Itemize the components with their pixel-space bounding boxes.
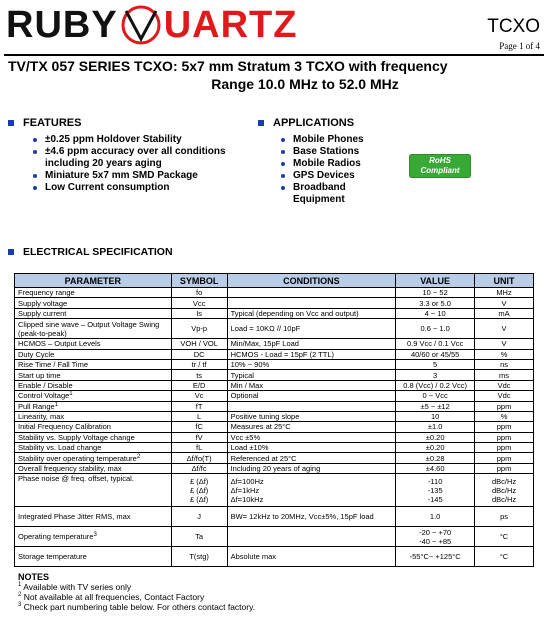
cell-conditions: HCMOS - Load = 15pF (2 TTL) xyxy=(227,349,396,359)
column-header: CONDITIONS xyxy=(227,274,396,288)
notes-section xyxy=(18,572,255,612)
cell-parameter xyxy=(15,443,172,453)
cell-value: 10 xyxy=(396,411,475,421)
column-header: VALUE xyxy=(396,274,475,288)
applications-heading-label: APPLICATIONS xyxy=(273,117,355,129)
cell-symbol: Ta xyxy=(171,527,227,547)
cell-value: 0 ~ Vcc xyxy=(396,391,475,401)
phase-noise-line: £ (Δf) xyxy=(189,476,209,486)
parameter-text: Overall frequency stability, max xyxy=(18,464,122,474)
cell-value: ±1.0 xyxy=(396,422,475,432)
cell-symbol: L xyxy=(171,411,227,421)
cell-conditions: Optional xyxy=(227,391,396,401)
value-line: -40 ~ +85 xyxy=(419,536,452,546)
cell-conditions xyxy=(227,288,396,298)
footnote-ref: 1 xyxy=(69,391,73,398)
parameter-text: Linearity, max xyxy=(18,412,65,422)
cell-unit: V xyxy=(475,319,534,339)
parameter-text: HCMOS – Output Levels xyxy=(18,339,101,349)
value-line: -20 ~ +70 xyxy=(419,527,452,537)
cell-symbol: tr / tf xyxy=(171,359,227,369)
cell-unit: % xyxy=(475,349,534,359)
cell-conditions: Load = 10KΩ // 10pF xyxy=(227,319,396,339)
table-row xyxy=(15,370,534,380)
parameter-text: Storage temperature xyxy=(18,552,87,562)
table-body xyxy=(15,288,534,567)
application-item: Mobile Radios xyxy=(279,158,389,170)
cell-conditions: Absolute max xyxy=(227,547,396,567)
column-header: UNIT xyxy=(475,274,534,288)
cell-value: ±4.60 xyxy=(396,463,475,473)
table-row xyxy=(15,443,534,453)
table-row xyxy=(15,319,534,339)
features-list xyxy=(31,134,251,194)
cell-unit: ppm xyxy=(475,443,534,453)
parameter-text: Enable / Disable xyxy=(18,380,73,390)
page-number: Page 1 of 4 xyxy=(499,41,540,51)
phase-noise-line: Δf=100Hz xyxy=(230,476,264,486)
cell-conditions: Referenced at 25°C xyxy=(227,453,396,463)
cell-conditions: Including 20 years of aging xyxy=(227,463,396,473)
cell-unit: ps xyxy=(475,507,534,527)
parameter-text: Pull Range xyxy=(18,401,55,411)
table-row xyxy=(15,288,534,298)
table-row xyxy=(15,463,534,473)
table-row xyxy=(15,298,534,308)
application-item: GPS Devices xyxy=(279,170,389,182)
cell-unit: ppm xyxy=(475,422,534,432)
cell-parameter xyxy=(15,288,172,298)
cell-unit: % xyxy=(475,411,534,421)
application-item: Broadband Equipment xyxy=(279,182,389,206)
cell-unit: V xyxy=(475,298,534,308)
feature-item: Low Current consumption xyxy=(31,182,251,194)
cell-conditions: 10% ~ 90% xyxy=(227,359,396,369)
cell-conditions xyxy=(227,401,396,411)
rohs-compliant-badge xyxy=(409,154,471,178)
cell-value: 3.3 or 5.0 xyxy=(396,298,475,308)
cell-parameter xyxy=(15,298,172,308)
parameter-text: Operating temperature xyxy=(18,532,94,542)
table-row xyxy=(15,349,534,359)
cell-unit: ppm xyxy=(475,463,534,473)
cell-conditions: Measures at 25°C xyxy=(227,422,396,432)
cell-symbol: fT xyxy=(171,401,227,411)
parameter-text: Stability vs. Load change xyxy=(18,443,102,453)
cell-parameter xyxy=(15,453,172,463)
note-text: Check part numbering table below. For others contact factory. xyxy=(23,602,256,612)
parameter-text: Rise Time / Fall Time xyxy=(18,360,89,370)
cell-conditions: Min/Max, 15pF Load xyxy=(227,339,396,349)
cell-parameter xyxy=(15,401,172,411)
cell-unit: ppm xyxy=(475,401,534,411)
note-item xyxy=(18,582,255,592)
electrical-spec-table xyxy=(14,273,534,567)
note-text: Not available at all frequencies, Contact Factory xyxy=(23,592,205,602)
feature-item: ±4.6 ppm accuracy over all conditions including 20 years aging xyxy=(31,146,251,170)
cell-parameter xyxy=(15,422,172,432)
parameter-text: Integrated Phase Jitter RMS, max xyxy=(18,512,131,522)
logo-text-left: RUBY xyxy=(6,4,118,46)
features-heading-label: FEATURES xyxy=(23,117,82,129)
parameter-text: Initial Frequency Calibration xyxy=(18,422,111,432)
phase-noise-line: -135 xyxy=(427,485,443,495)
table-row xyxy=(15,453,534,463)
cell-unit: ppm xyxy=(475,432,534,442)
cell-parameter xyxy=(15,308,172,318)
cell-value: 1.0 xyxy=(396,507,475,527)
logo-q-icon xyxy=(119,3,163,47)
table-row xyxy=(15,308,534,318)
parameter-text: Stability over operating temperature xyxy=(18,453,137,463)
table-row xyxy=(15,422,534,432)
phase-noise-line: £ (Δf) xyxy=(189,485,209,495)
cell-symbol: fV xyxy=(171,432,227,442)
phase-noise-line: -145 xyxy=(427,494,443,504)
cell-value: -55°C~ +125°C xyxy=(396,547,475,567)
logo-text-right: UARTZ xyxy=(163,4,298,46)
cell-unit: ppm xyxy=(475,453,534,463)
table-row xyxy=(15,432,534,442)
phase-noise-line: Δf=1kHz xyxy=(230,485,260,495)
note-number: 3 xyxy=(18,602,22,608)
table-row xyxy=(15,507,534,527)
parameter-text: Stability vs. Supply Voltage change xyxy=(18,432,135,442)
table-row xyxy=(15,527,534,547)
cell-value: ±0.20 xyxy=(396,432,475,442)
applications-heading xyxy=(258,117,354,129)
cell-symbol: fo xyxy=(171,288,227,298)
cell-value: 0.9 Vcc / 0.1 Vcc xyxy=(396,339,475,349)
cell-unit: V xyxy=(475,339,534,349)
parameter-text: Duty Cycle xyxy=(18,349,55,359)
cell-symbol: E/D xyxy=(171,380,227,390)
cell-conditions xyxy=(227,474,396,507)
cell-parameter: Phase noise @ freq. offset, typical. xyxy=(15,474,172,507)
feature-item: Miniature 5x7 mm SMD Package xyxy=(31,170,251,182)
cell-unit: °C xyxy=(475,527,534,547)
phase-noise-line: dBc/Hz xyxy=(491,485,517,495)
cell-parameter xyxy=(15,370,172,380)
table-header-row xyxy=(15,274,534,288)
cell-parameter xyxy=(15,547,172,567)
square-bullet-icon xyxy=(8,249,14,255)
feature-item: ±0.25 ppm Holdover Stability xyxy=(31,134,251,146)
cell-symbol: VOH / VOL xyxy=(171,339,227,349)
cell-unit: MHz xyxy=(475,288,534,298)
cell-symbol: DC xyxy=(171,349,227,359)
cell-unit: ns xyxy=(475,359,534,369)
cell-parameter xyxy=(15,339,172,349)
cell-conditions: Min / Max xyxy=(227,380,396,390)
cell-parameter xyxy=(15,380,172,390)
table-row xyxy=(15,359,534,369)
cell-parameter xyxy=(15,391,172,401)
title-line-2: Range 10.0 MHz to 52.0 MHz xyxy=(211,76,399,92)
cell-parameter xyxy=(15,359,172,369)
document-title xyxy=(0,57,548,93)
note-text: Available with TV series only xyxy=(23,582,132,592)
parameter-text: Start up time xyxy=(18,370,61,380)
table-row xyxy=(15,401,534,411)
cell-symbol: Δf/fo(T) xyxy=(171,453,227,463)
cell-symbol: T(stg) xyxy=(171,547,227,567)
cell-conditions xyxy=(227,298,396,308)
document-code: TCXO xyxy=(487,16,540,37)
cell-symbol: Vp-p xyxy=(171,319,227,339)
cell-unit: °C xyxy=(475,547,534,567)
phase-noise-line: dBc/Hz xyxy=(491,476,517,486)
cell-parameter xyxy=(15,349,172,359)
cell-symbol: ts xyxy=(171,370,227,380)
applications-list xyxy=(279,134,389,206)
rohs-compliant-label: Compliant xyxy=(420,166,460,175)
note-number: 2 xyxy=(18,592,22,598)
cell-parameter xyxy=(15,319,172,339)
cell-conditions: Typical (depending on Vcc and output) xyxy=(227,308,396,318)
header-divider xyxy=(4,54,544,56)
parameter-text: Frequency range xyxy=(18,288,75,298)
cell-conditions: Vcc ±5% xyxy=(227,432,396,442)
table-row xyxy=(15,474,534,507)
cell-symbol: J xyxy=(171,507,227,527)
cell-unit xyxy=(475,474,534,507)
cell-symbol: fC xyxy=(171,422,227,432)
table-row xyxy=(15,411,534,421)
column-header: SYMBOL xyxy=(171,274,227,288)
rohs-label: RoHS xyxy=(429,156,451,165)
table-row xyxy=(15,339,534,349)
note-item xyxy=(18,592,255,602)
cell-conditions: Positive tuning slope xyxy=(227,411,396,421)
cell-parameter xyxy=(15,463,172,473)
phase-noise-line: -110 xyxy=(427,476,443,486)
square-bullet-icon xyxy=(258,120,264,126)
cell-value xyxy=(396,527,475,547)
features-heading xyxy=(8,117,81,129)
cell-symbol: Δf/fc xyxy=(171,463,227,473)
cell-parameter xyxy=(15,527,172,547)
cell-parameter xyxy=(15,507,172,527)
cell-value: 0.6 ~ 1.0 xyxy=(396,319,475,339)
cell-symbol: Vcc xyxy=(171,298,227,308)
note-item xyxy=(18,602,255,612)
note-number: 1 xyxy=(18,582,22,588)
notes-heading: NOTES xyxy=(18,572,50,582)
cell-value: ±0.20 xyxy=(396,443,475,453)
cell-value: ±0.28 xyxy=(396,453,475,463)
electrical-heading xyxy=(8,246,173,258)
cell-conditions xyxy=(227,527,396,547)
cell-conditions: BW= 12kHz to 20MHz, Vcc±5%, 15pF load xyxy=(227,507,396,527)
footnote-ref: 1 xyxy=(54,401,59,408)
cell-value: 40/60 or 45/55 xyxy=(396,349,475,359)
footnote-ref: 3 xyxy=(93,532,97,539)
cell-unit: Vdc xyxy=(475,380,534,390)
cell-value: 0.8 (Vcc) / 0.2 Vcc) xyxy=(396,380,475,390)
application-item: Mobile Phones xyxy=(279,134,389,146)
cell-unit: mA xyxy=(475,308,534,318)
company-logo xyxy=(6,4,297,46)
cell-symbol: Vc xyxy=(171,391,227,401)
table-row xyxy=(15,547,534,567)
cell-parameter xyxy=(15,411,172,421)
application-item: Base Stations xyxy=(279,146,389,158)
square-bullet-icon xyxy=(8,120,14,126)
column-header: PARAMETER xyxy=(15,274,172,288)
cell-value: 10 ~ 52 xyxy=(396,288,475,298)
footnote-ref: 2 xyxy=(136,453,141,460)
cell-value: 4 ~ 10 xyxy=(396,308,475,318)
cell-value: 5 xyxy=(396,359,475,369)
cell-conditions: Typical xyxy=(227,370,396,380)
title-line-1: TV/TX 057 SERIES TCXO: 5x7 mm Stratum 3 TCXO with frequency xyxy=(8,58,448,74)
electrical-heading-label: ELECTRICAL SPECIFICATION xyxy=(23,246,173,258)
phase-noise-line: £ (Δf) xyxy=(189,494,209,504)
cell-unit: Vdc xyxy=(475,391,534,401)
phase-noise-line: Δf=10kHz xyxy=(230,494,264,504)
cell-unit: ms xyxy=(475,370,534,380)
cell-parameter xyxy=(15,432,172,442)
table-row xyxy=(15,391,534,401)
parameter-text: Supply current xyxy=(18,308,67,318)
cell-value: ±5 ~ ±12 xyxy=(396,401,475,411)
cell-conditions: Load ±10% xyxy=(227,443,396,453)
parameter-text: Supply voltage xyxy=(18,298,68,308)
cell-value xyxy=(396,474,475,507)
parameter-text: Clipped sine wave – Output Voltage Swing (peak-to-peak) xyxy=(18,319,160,338)
cell-symbol: Is xyxy=(171,308,227,318)
parameter-text: Control Voltage xyxy=(18,391,70,401)
phase-noise-line: dBc/Hz xyxy=(491,494,517,504)
cell-symbol xyxy=(171,474,227,507)
table-row xyxy=(15,380,534,390)
cell-value: 3 xyxy=(396,370,475,380)
cell-symbol: fL xyxy=(171,443,227,453)
